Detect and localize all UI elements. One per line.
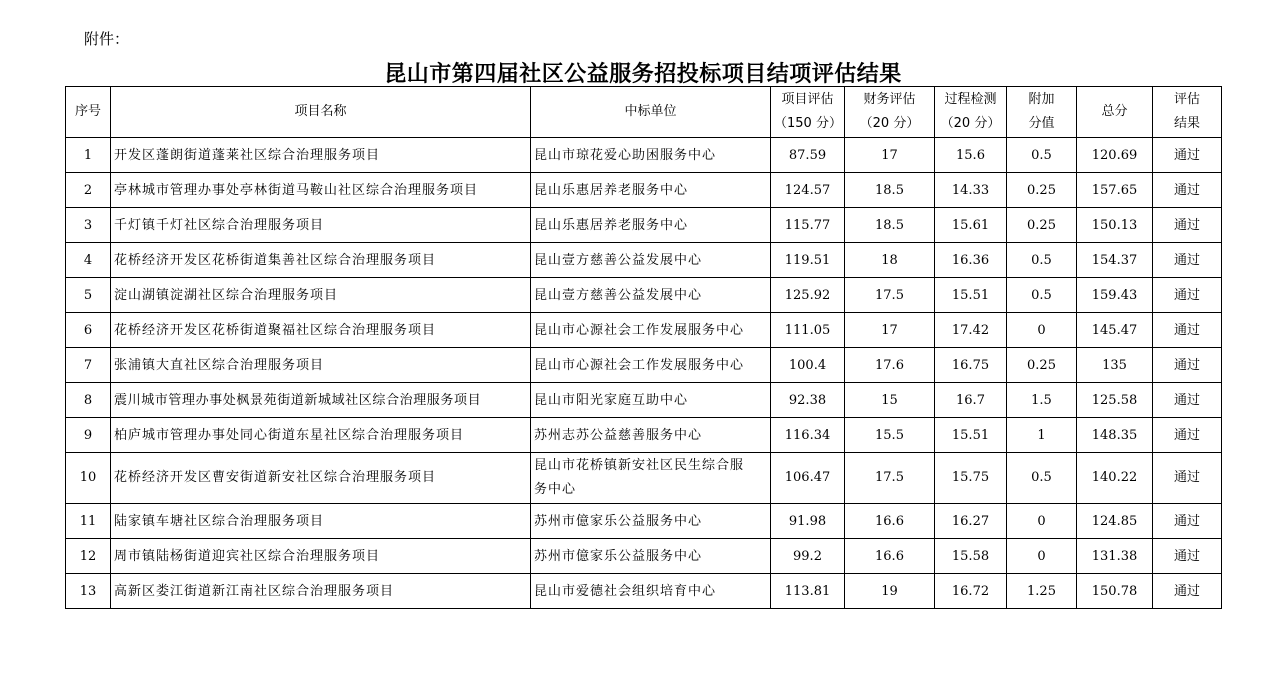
- cell-result: 通过: [1153, 348, 1222, 383]
- cell-extra-points: 0: [1007, 504, 1077, 539]
- cell-no: 12: [66, 539, 111, 574]
- header-finance-eval-line2: （20 分）: [859, 116, 920, 131]
- table-row: [66, 278, 1222, 313]
- cell-result: 通过: [1153, 278, 1222, 313]
- cell-project-name: 开发区蓬朗街道蓬莱社区综合治理服务项目: [111, 138, 531, 173]
- cell-process-check: 16.75: [935, 348, 1007, 383]
- cell-finance-eval: 18.5: [845, 208, 935, 243]
- table-row: [66, 418, 1222, 453]
- cell-result: 通过: [1153, 138, 1222, 173]
- cell-no: 4: [66, 243, 111, 278]
- cell-project-name: 高新区娄江街道新江南社区综合治理服务项目: [111, 574, 531, 609]
- header-extra-points-line1: 附加: [1028, 92, 1055, 107]
- cell-total: 145.47: [1077, 313, 1153, 348]
- cell-no: 8: [66, 383, 111, 418]
- cell-project-name: 陆家镇车塘社区综合治理服务项目: [111, 504, 531, 539]
- table-row: [66, 313, 1222, 348]
- document-title: 昆山市第四届社区公益服务招投标项目结项评估结果: [384, 61, 902, 87]
- cell-extra-points: 0: [1007, 539, 1077, 574]
- cell-total: 131.38: [1077, 539, 1153, 574]
- cell-total: 125.58: [1077, 383, 1153, 418]
- cell-no: 1: [66, 138, 111, 173]
- cell-finance-eval: 15.5: [845, 418, 935, 453]
- header-winning-unit: 中标单位: [531, 87, 771, 138]
- cell-process-check: 16.7: [935, 383, 1007, 418]
- cell-process-check: 15.61: [935, 208, 1007, 243]
- table-row: [66, 243, 1222, 278]
- table-row: [66, 348, 1222, 383]
- cell-result: 通过: [1153, 243, 1222, 278]
- cell-project-eval: 115.77: [771, 208, 845, 243]
- attachment-label: 附件：: [84, 30, 130, 48]
- header-project-eval-line2: （150 分）: [774, 116, 842, 131]
- cell-result: 通过: [1153, 208, 1222, 243]
- cell-project-eval: 125.92: [771, 278, 845, 313]
- cell-process-check: 16.72: [935, 574, 1007, 609]
- cell-extra-points: 0.5: [1007, 243, 1077, 278]
- cell-extra-points: 1.5: [1007, 383, 1077, 418]
- cell-project-eval: 99.2: [771, 539, 845, 574]
- cell-project-name: 花桥经济开发区花桥街道聚福社区综合治理服务项目: [111, 313, 531, 348]
- header-extra-points: [1007, 87, 1077, 138]
- cell-winning-unit: 昆山乐惠居养老服务中心: [531, 173, 771, 208]
- table-row: [66, 504, 1222, 539]
- header-total: 总分: [1077, 87, 1153, 138]
- cell-project-eval: 91.98: [771, 504, 845, 539]
- header-process-check-line1: 过程检测: [944, 92, 997, 107]
- cell-total: 124.85: [1077, 504, 1153, 539]
- cell-finance-eval: 18: [845, 243, 935, 278]
- cell-total: 140.22: [1077, 453, 1153, 504]
- cell-project-name: 亭林城市管理办事处亭林街道马鞍山社区综合治理服务项目: [111, 173, 531, 208]
- cell-no: 5: [66, 278, 111, 313]
- cell-total: 159.43: [1077, 278, 1153, 313]
- cell-process-check: 15.51: [935, 418, 1007, 453]
- cell-total: 150.13: [1077, 208, 1153, 243]
- cell-winning-unit: 苏州市億家乐公益服务中心: [531, 539, 771, 574]
- cell-winning-unit: [531, 453, 771, 504]
- cell-total: 120.69: [1077, 138, 1153, 173]
- cell-winning-unit: 昆山市琼花爱心助困服务中心: [531, 138, 771, 173]
- cell-winning-unit-line1: 昆山市花桥镇新安社区民生综合服: [534, 458, 745, 473]
- cell-winning-unit: 苏州志苏公益慈善服务中心: [531, 418, 771, 453]
- table-row: [66, 453, 1222, 504]
- cell-no: 10: [66, 453, 111, 504]
- cell-winning-unit: 昆山乐惠居养老服务中心: [531, 208, 771, 243]
- cell-winning-unit-line2: 务中心: [534, 482, 577, 497]
- cell-process-check: 15.6: [935, 138, 1007, 173]
- cell-no: 13: [66, 574, 111, 609]
- cell-extra-points: 0.5: [1007, 138, 1077, 173]
- cell-winning-unit: 昆山市心源社会工作发展服务中心: [531, 348, 771, 383]
- cell-finance-eval: 16.6: [845, 504, 935, 539]
- cell-finance-eval: 18.5: [845, 173, 935, 208]
- cell-winning-unit: 昆山市阳光家庭互助中心: [531, 383, 771, 418]
- cell-result: 通过: [1153, 313, 1222, 348]
- table-header-row: [66, 87, 1222, 138]
- cell-result: 通过: [1153, 504, 1222, 539]
- header-process-check: [935, 87, 1007, 138]
- header-project-name: 项目名称: [111, 87, 531, 138]
- cell-process-check: 15.58: [935, 539, 1007, 574]
- cell-extra-points: 0.5: [1007, 453, 1077, 504]
- cell-result: 通过: [1153, 173, 1222, 208]
- cell-finance-eval: 16.6: [845, 539, 935, 574]
- header-finance-eval: [845, 87, 935, 138]
- cell-result: 通过: [1153, 453, 1222, 504]
- cell-project-eval: 92.38: [771, 383, 845, 418]
- cell-result: 通过: [1153, 418, 1222, 453]
- cell-process-check: 15.75: [935, 453, 1007, 504]
- cell-process-check: 17.42: [935, 313, 1007, 348]
- cell-project-name: 花桥经济开发区曹安街道新安社区综合治理服务项目: [111, 453, 531, 504]
- header-extra-points-line2: 分值: [1028, 116, 1055, 131]
- cell-total: 150.78: [1077, 574, 1153, 609]
- cell-process-check: 16.27: [935, 504, 1007, 539]
- cell-extra-points: 0.25: [1007, 348, 1077, 383]
- cell-no: 3: [66, 208, 111, 243]
- table-row: [66, 383, 1222, 418]
- table-row: [66, 539, 1222, 574]
- cell-project-eval: 106.47: [771, 453, 845, 504]
- cell-no: 7: [66, 348, 111, 383]
- cell-total: 148.35: [1077, 418, 1153, 453]
- cell-project-name: 千灯镇千灯社区综合治理服务项目: [111, 208, 531, 243]
- cell-extra-points: 1.25: [1007, 574, 1077, 609]
- cell-project-name: 张浦镇大直社区综合治理服务项目: [111, 348, 531, 383]
- cell-project-eval: 119.51: [771, 243, 845, 278]
- cell-project-eval: 116.34: [771, 418, 845, 453]
- cell-result: 通过: [1153, 383, 1222, 418]
- cell-no: 9: [66, 418, 111, 453]
- table-row: [66, 574, 1222, 609]
- cell-project-eval: 100.4: [771, 348, 845, 383]
- cell-project-name: 周市镇陆杨街道迎宾社区综合治理服务项目: [111, 539, 531, 574]
- cell-result: 通过: [1153, 574, 1222, 609]
- cell-project-name: 震川城市管理办事处枫景苑街道新城域社区综合治理服务项目: [111, 383, 531, 418]
- header-result-line1: 评估: [1173, 92, 1200, 107]
- cell-result: 通过: [1153, 539, 1222, 574]
- header-project-eval: [771, 87, 845, 138]
- evaluation-results-table: [65, 86, 1222, 609]
- cell-project-name: 柏庐城市管理办事处同心街道东星社区综合治理服务项目: [111, 418, 531, 453]
- cell-process-check: 16.36: [935, 243, 1007, 278]
- header-finance-eval-line1: 财务评估: [863, 92, 916, 107]
- cell-finance-eval: 17: [845, 138, 935, 173]
- table-row: [66, 208, 1222, 243]
- cell-finance-eval: 17.6: [845, 348, 935, 383]
- cell-total: 135: [1077, 348, 1153, 383]
- table-row: [66, 173, 1222, 208]
- cell-no: 11: [66, 504, 111, 539]
- cell-project-name: 花桥经济开发区花桥街道集善社区综合治理服务项目: [111, 243, 531, 278]
- cell-total: 157.65: [1077, 173, 1153, 208]
- header-result: [1153, 87, 1222, 138]
- cell-project-eval: 124.57: [771, 173, 845, 208]
- header-result-line2: 结果: [1173, 116, 1200, 131]
- cell-finance-eval: 17: [845, 313, 935, 348]
- cell-no: 6: [66, 313, 111, 348]
- cell-winning-unit: 昆山市心源社会工作发展服务中心: [531, 313, 771, 348]
- cell-finance-eval: 19: [845, 574, 935, 609]
- cell-no: 2: [66, 173, 111, 208]
- cell-winning-unit: 苏州市億家乐公益服务中心: [531, 504, 771, 539]
- cell-extra-points: 1: [1007, 418, 1077, 453]
- header-process-check-line2: （20 分）: [940, 116, 1001, 131]
- table-row: [66, 138, 1222, 173]
- cell-winning-unit: 昆山壹方慈善公益发展中心: [531, 243, 771, 278]
- cell-extra-points: 0.5: [1007, 278, 1077, 313]
- cell-extra-points: 0: [1007, 313, 1077, 348]
- header-project-eval-line1: 项目评估: [781, 92, 834, 107]
- cell-finance-eval: 17.5: [845, 278, 935, 313]
- cell-project-eval: 87.59: [771, 138, 845, 173]
- cell-winning-unit: 昆山市爱德社会组织培育中心: [531, 574, 771, 609]
- cell-winning-unit: 昆山壹方慈善公益发展中心: [531, 278, 771, 313]
- cell-finance-eval: 17.5: [845, 453, 935, 504]
- cell-project-name: 淀山湖镇淀湖社区综合治理服务项目: [111, 278, 531, 313]
- cell-project-eval: 113.81: [771, 574, 845, 609]
- header-no: 序号: [66, 87, 111, 138]
- cell-total: 154.37: [1077, 243, 1153, 278]
- cell-finance-eval: 15: [845, 383, 935, 418]
- cell-extra-points: 0.25: [1007, 208, 1077, 243]
- cell-process-check: 14.33: [935, 173, 1007, 208]
- cell-process-check: 15.51: [935, 278, 1007, 313]
- cell-project-eval: 111.05: [771, 313, 845, 348]
- cell-extra-points: 0.25: [1007, 173, 1077, 208]
